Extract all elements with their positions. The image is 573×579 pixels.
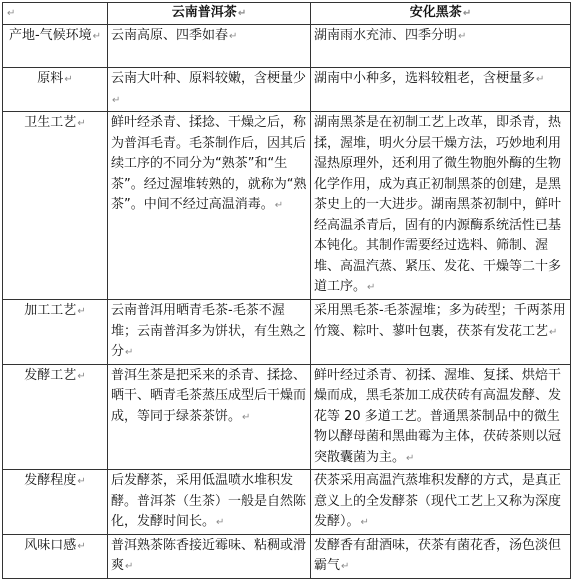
table-row bbox=[3, 534, 571, 578]
row-label: 风味口感↵ bbox=[3, 534, 108, 578]
tea-comparison-table bbox=[2, 2, 571, 579]
cell-puer: 后发酵茶，采用低温喷水堆积发酵。普洱茶（生茶）一般是自然陈化，发酵时间长。↵ bbox=[108, 470, 311, 535]
cell-anhua: 湖南中小种多，选料较粗老，含梗量多↵ bbox=[311, 68, 571, 112]
cell-anhua: 湖南雨水充沛、四季分明↵ bbox=[311, 25, 571, 68]
cell-puer: 鲜叶经杀青、揉捻、干燥之后，称为普洱毛青。毛茶制作后，因其后续工序的不同分为“熟茶”和“生茶”。经过渥堆转熟的，就称为“熟茶”。中间不经过高温消毒。↵ bbox=[108, 112, 311, 300]
table-row bbox=[3, 470, 571, 535]
paragraph-mark: ↵ bbox=[7, 8, 16, 19]
cell-puer: 普洱生茶是把采来的杀青、揉捻、晒干、晒青毛茶蒸压成型后干燥而成，等同于绿茶茶饼。↵ bbox=[108, 364, 311, 470]
corner-cell bbox=[3, 3, 108, 25]
cell-puer: 云南普洱用晒青毛茶-毛茶不渥堆；云南普洱多为饼状，有生熟之分↵ bbox=[108, 300, 311, 365]
cell-anhua: 湖南黑茶是在初制工艺上改革，即杀青，热揉，渥堆，明火分层干燥方法，巧妙地利用湿热原理外，还利用了微生物胞外酶的生物化学作用，成为真正初制黑茶的创建，是黑茶史上的一大进步。湖南黑茶初制中，鲜叶经高温杀青后，固有的内源酶系统活性已基本钝化。其制作需要经过选料、筛制、渥堆、高温汽蒸、紧压、发花、干燥等二十多道工序。↵ bbox=[311, 112, 571, 300]
row-label: 加工工艺↵ bbox=[3, 300, 108, 365]
row-label: 发酵程度↵ bbox=[3, 470, 108, 535]
column-header-puer: 云南普洱茶↵ bbox=[108, 3, 311, 25]
cell-anhua: 采用黑毛茶-毛茶渥堆；多为砖型；千两茶用竹篾、粽叶、蓼叶包裹，茯茶有发花工艺↵ bbox=[311, 300, 571, 365]
cell-anhua: 鲜叶经过杀青、初揉、渥堆、复揉、烘焙干燥而成，黑毛茶加工成茯砖有高温发酵、发花等 20 多道工艺。普通黑茶制品中的微生物以酵母菌和黑曲霉为主体，茯砖茶则以冠突散囊菌为主。↵ bbox=[311, 364, 571, 470]
table-row bbox=[3, 364, 571, 470]
row-label: 原料↵ bbox=[3, 68, 108, 112]
cell-puer: 云南大叶种、原料较嫩，含梗量少↵ bbox=[108, 68, 311, 112]
table-row bbox=[3, 25, 571, 68]
table-row bbox=[3, 68, 571, 112]
header-row bbox=[3, 3, 571, 25]
row-label: 卫生工艺↵ bbox=[3, 112, 108, 300]
cell-anhua: 茯茶采用高温汽蒸堆积发酵的方式，是真正意义上的全发酵茶（现代工艺上又称为深度发酵）。↵ bbox=[311, 470, 571, 535]
cell-anhua: 发酵香有甜酒味，茯茶有菌花香，汤色淡但霸气↵ bbox=[311, 534, 571, 578]
column-header-anhua: 安化黑茶↵ bbox=[311, 3, 571, 25]
cell-puer: 普洱熟茶陈香接近霉味、粘稠或滑爽↵ bbox=[108, 534, 311, 578]
row-label: 发酵工艺↵ bbox=[3, 364, 108, 470]
table-row bbox=[3, 300, 571, 365]
table-row bbox=[3, 112, 571, 300]
row-label: 产地-气候环境↵ bbox=[3, 25, 108, 68]
cell-puer: 云南高原、四季如春↵ bbox=[108, 25, 311, 68]
